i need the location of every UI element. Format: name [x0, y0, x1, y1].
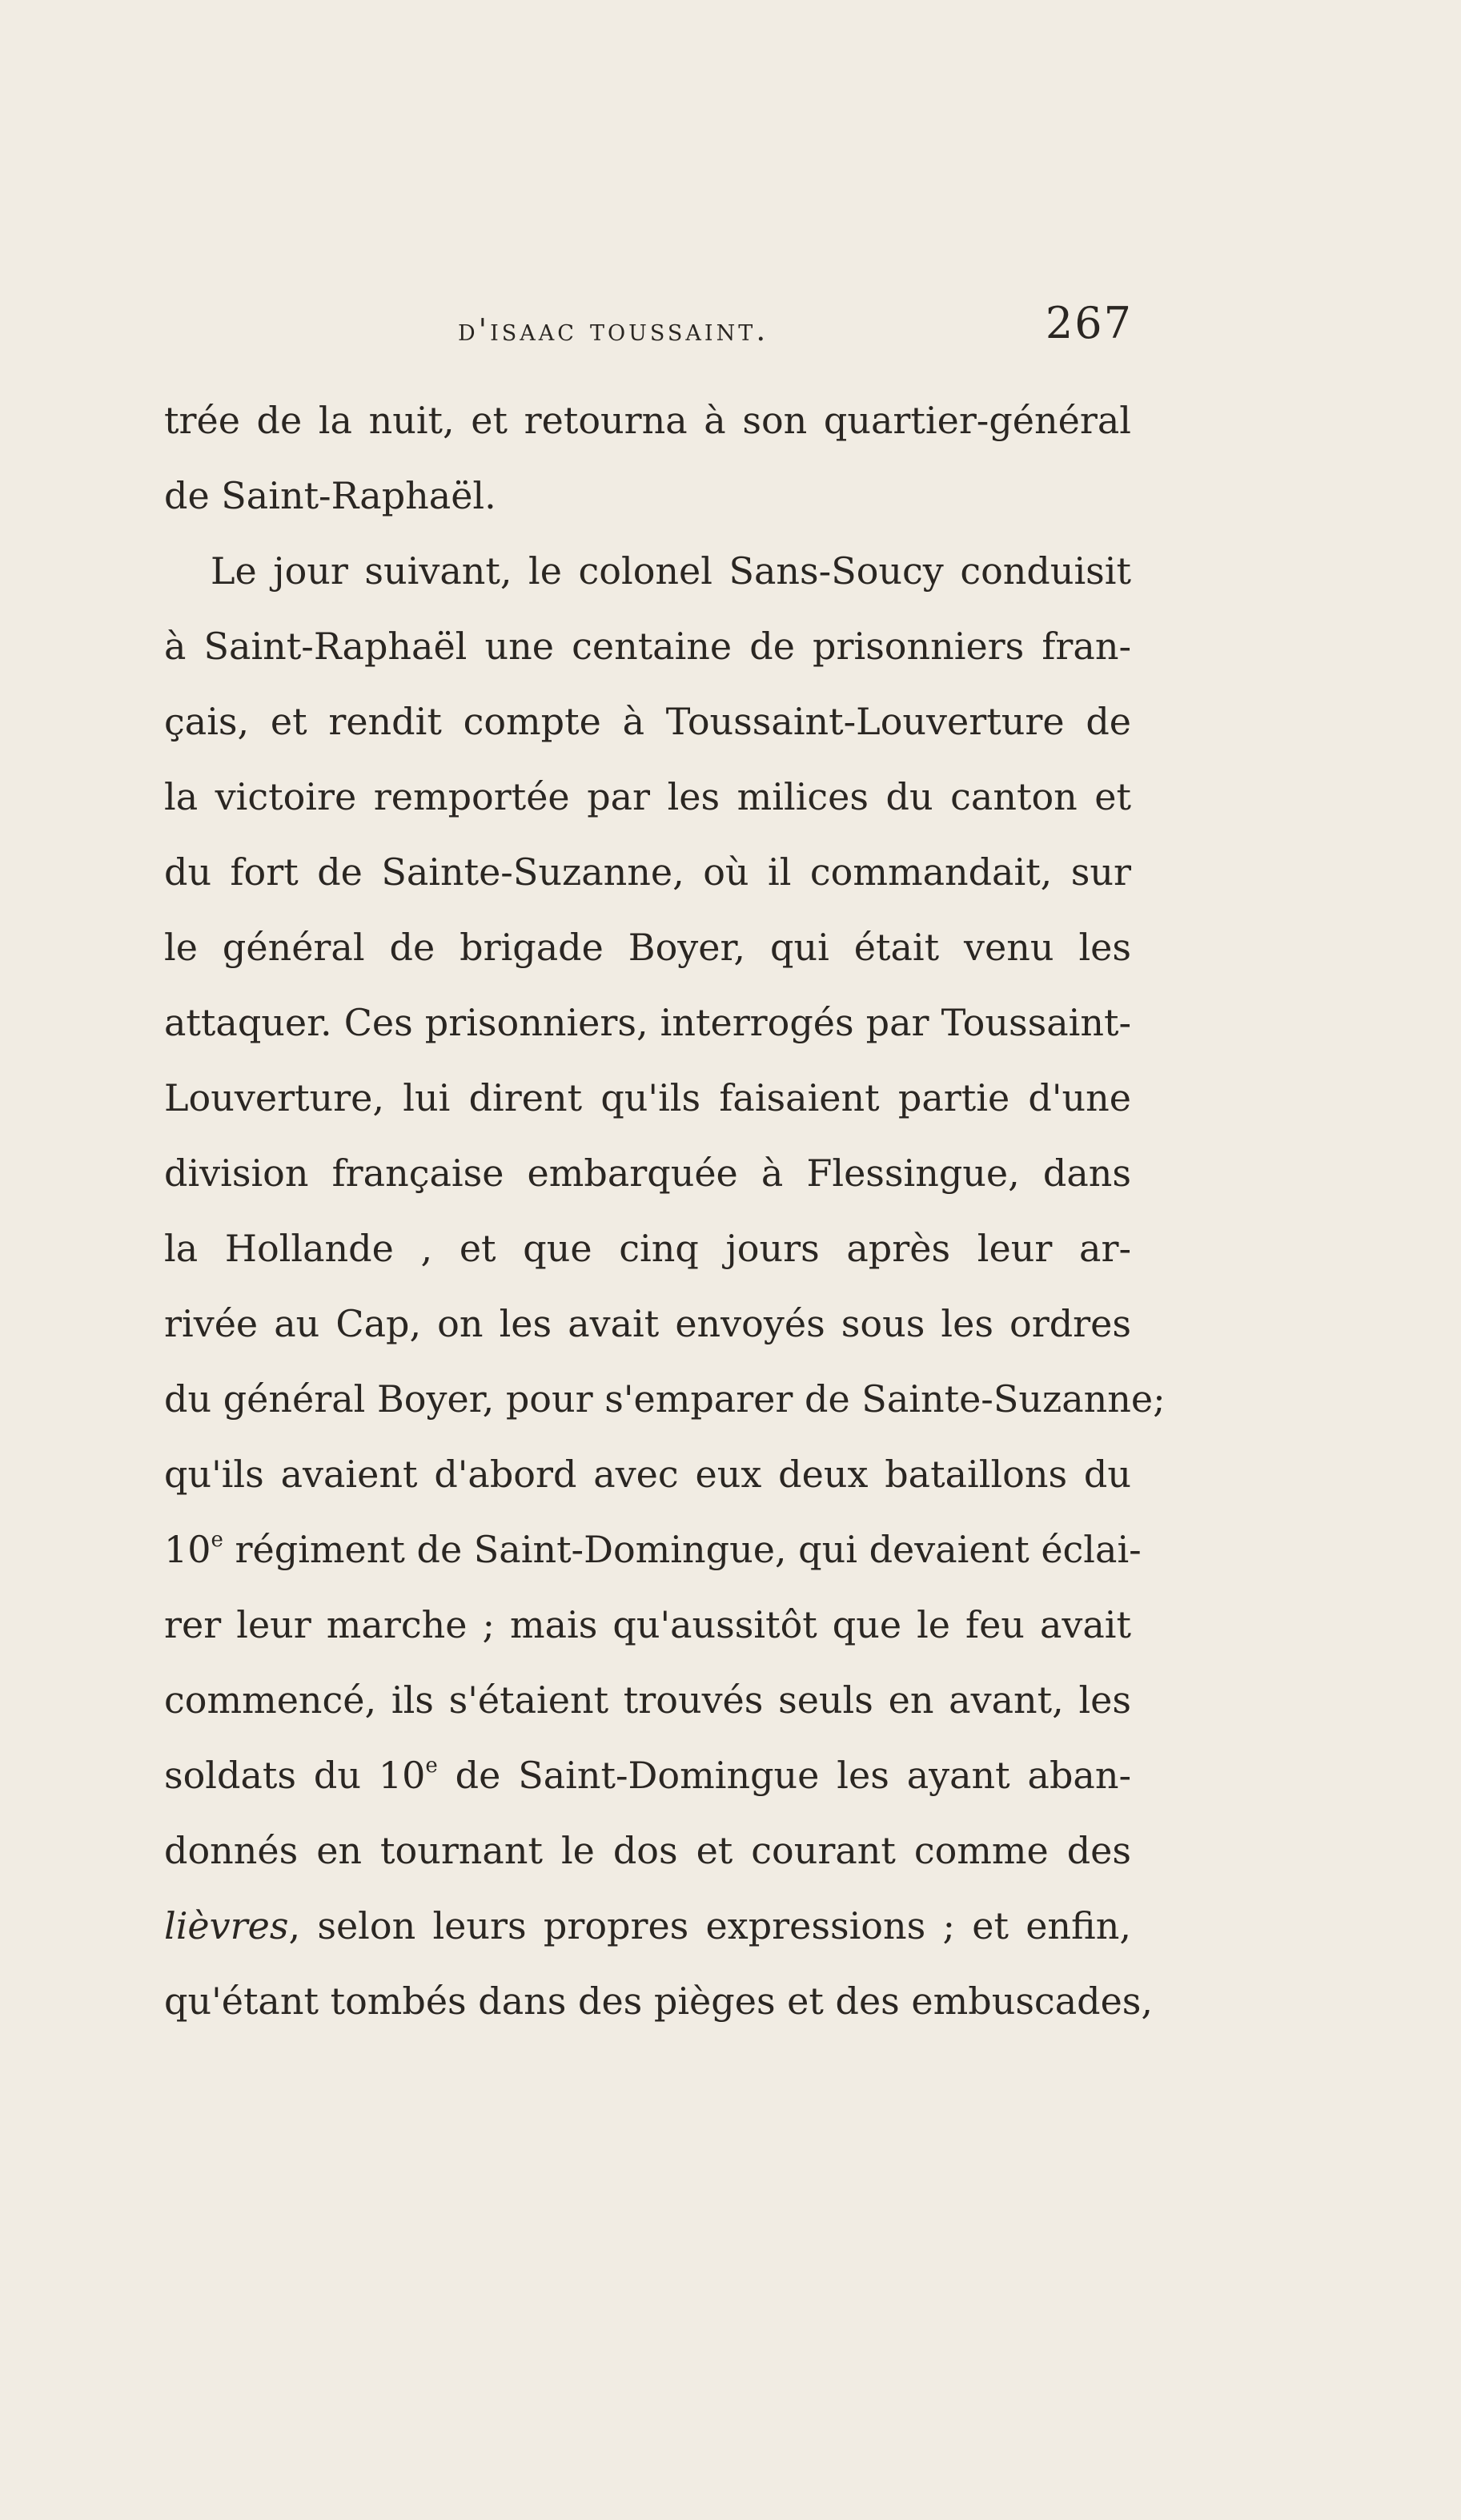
body-text	[164, 383, 1166, 2039]
text-line: la victoire remportée par les milices du canton et	[164, 775, 1131, 818]
ordinal-number: 10	[164, 1528, 211, 1571]
text-line	[164, 1738, 1131, 1813]
text-line: la Hollande , et que cinq jours après leur ar-	[164, 1227, 1131, 1270]
text-line: commencé, ils s'étaient trouvés seuls en avant, les	[164, 1678, 1131, 1722]
ordinal-suffix: e	[211, 1528, 223, 1552]
text-line: de Saint-Raphaël.	[164, 474, 496, 517]
page-number: 267	[1045, 298, 1133, 348]
text-line: qu'étant tombés dans des pièges et des embuscades,	[164, 1979, 1154, 2023]
text-line: rivée au Cap, on les avait envoyés sous les ordres	[164, 1302, 1131, 1345]
text-line: du fort de Sainte-Suzanne, où il commandait, sur	[164, 850, 1131, 894]
text-line: donnés en tournant le dos et courant comme des	[164, 1829, 1131, 1872]
text-line: attaquer. Ces prisonniers, interrogés par Toussaint-	[164, 1001, 1131, 1044]
line-segment: régiment de Saint-Domingue, qui devaient éclai-	[223, 1528, 1142, 1571]
line-segment: , selon leurs propres expressions ; et enfin,	[288, 1904, 1131, 1947]
line-segment: de Saint-Domingue les ayant aban-	[437, 1754, 1131, 1797]
ordinal-number: 10	[378, 1754, 426, 1797]
running-title: d'isaac toussaint.	[458, 312, 769, 348]
text-line: qu'ils avaient d'abord avec eux deux bataillons du	[164, 1453, 1131, 1496]
text-line: Le jour suivant, le colonel Sans-Soucy conduisit	[211, 549, 1131, 593]
text-line: le général de brigade Boyer, qui était venu les	[164, 926, 1131, 969]
text-line	[164, 1512, 1142, 1587]
text-line: du général Boyer, pour s'emparer de Sainte-Suzanne;	[164, 1377, 1166, 1421]
text-line: à Saint-Raphaël une centaine de prisonniers fran-	[164, 625, 1131, 668]
ordinal-suffix: e	[425, 1754, 438, 1778]
text-line: rer leur marche ; mais qu'aussitôt que le feu avait	[164, 1603, 1131, 1646]
text-line: çais, et rendit compte à Toussaint-Louverture de	[164, 700, 1131, 743]
text-line: trée de la nuit, et retourna à son quartier-général	[164, 399, 1131, 442]
text-line: division française embarquée à Flessingue, dans	[164, 1151, 1131, 1195]
text-line	[164, 1888, 1131, 1963]
text-line: Louverture, lui dirent qu'ils faisaient partie d'une	[164, 1076, 1131, 1119]
line-segment: soldats du	[164, 1754, 379, 1797]
running-head	[160, 298, 1133, 354]
italic-word: lièvres	[164, 1904, 289, 1947]
